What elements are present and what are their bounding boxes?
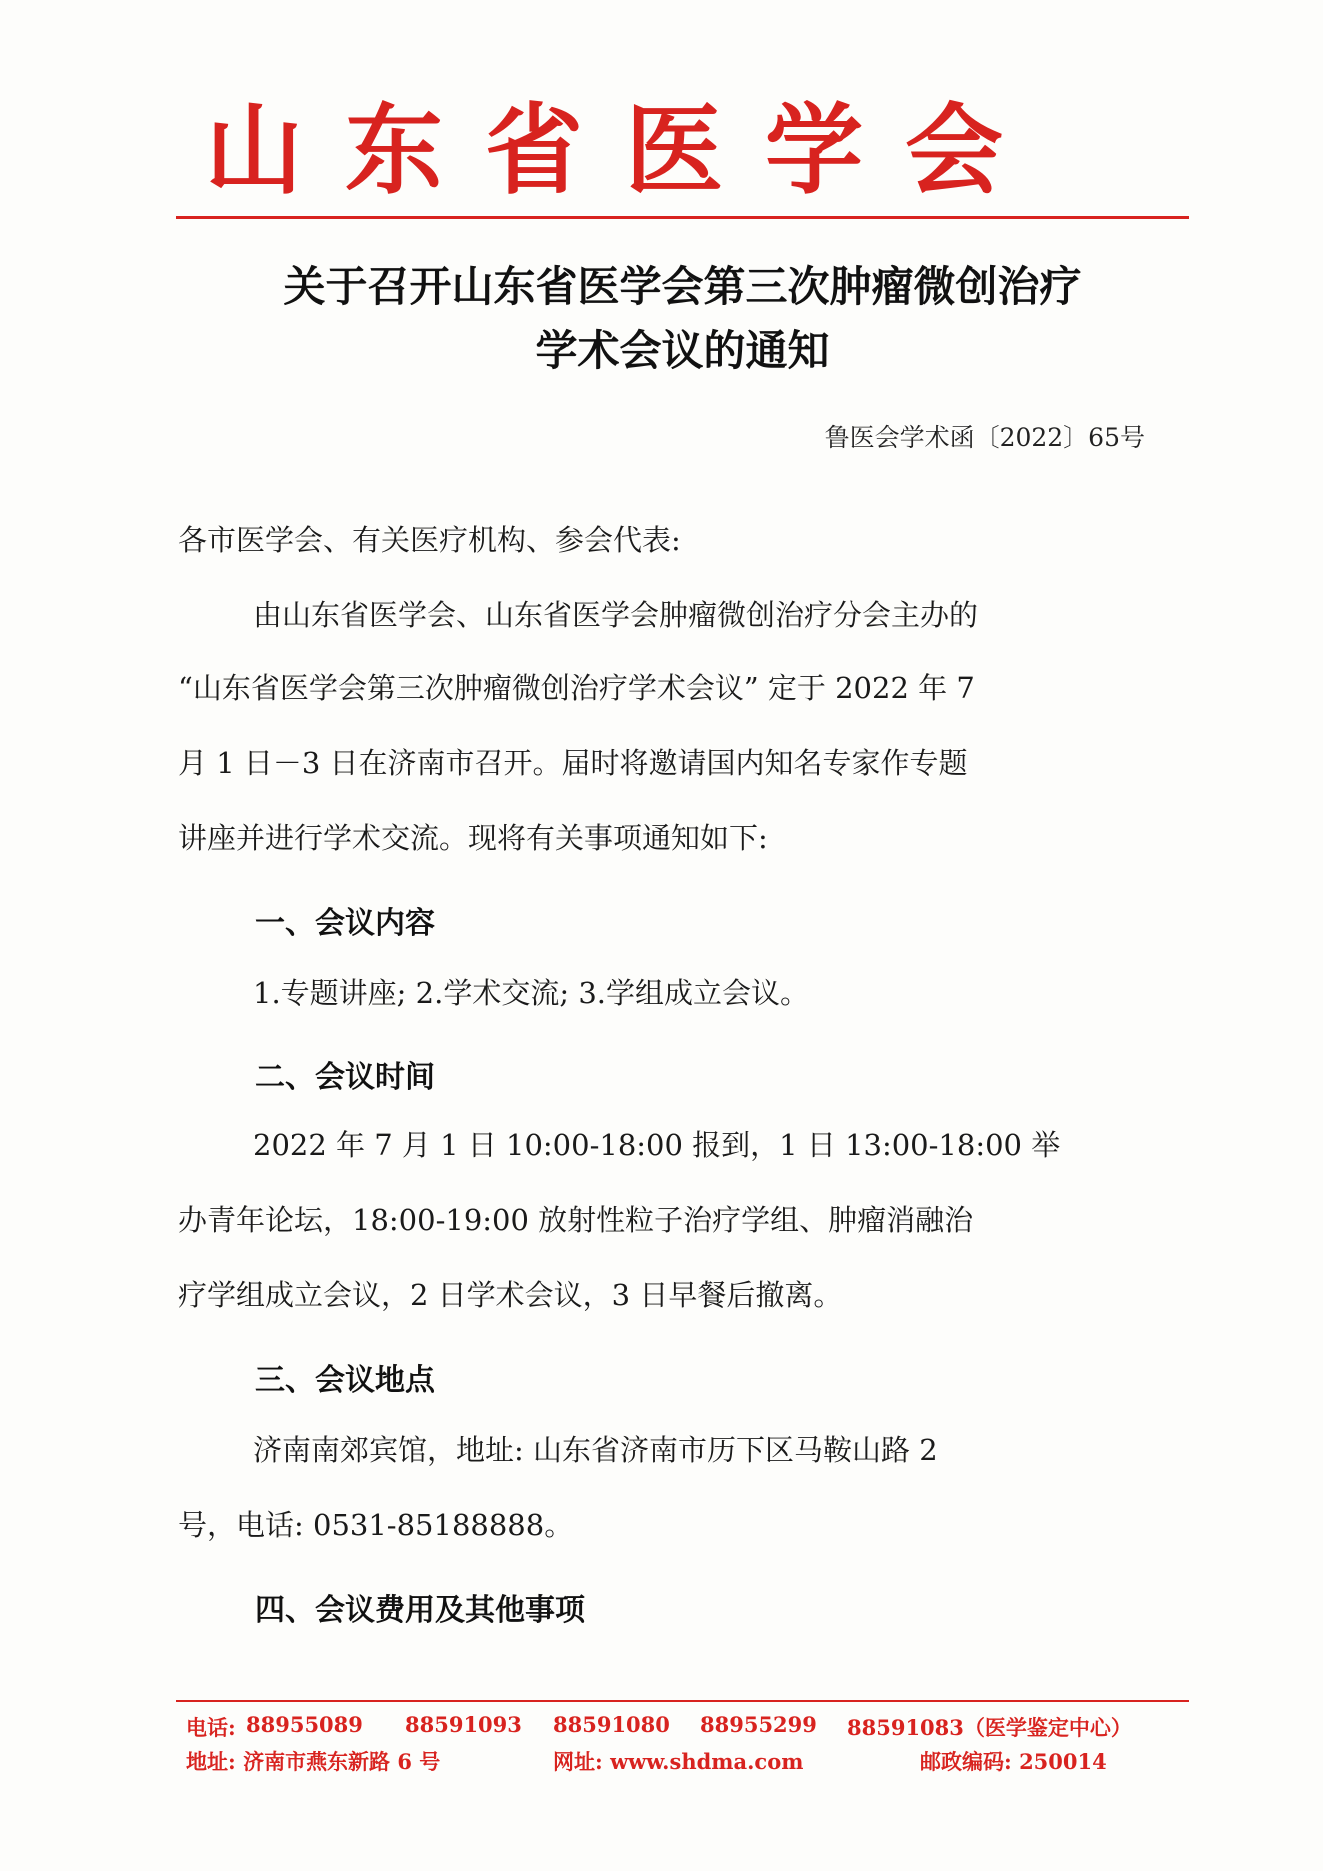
footer-phone-4: 88955299 [700, 1712, 817, 1737]
section-heading-fees: 四、会议费用及其他事项 [255, 1593, 585, 1628]
footer-postcode: 邮政编码: 250014 [920, 1749, 1107, 1774]
footer-phone-2: 88591093 [405, 1712, 522, 1737]
footer-phone-5: 88591083（医学鉴定中心） [847, 1715, 1132, 1740]
letterhead-divider [176, 216, 1189, 219]
section-time-line-2: 办青年论坛，18:00-19:00 放射性粒子治疗学组、肿瘤消融治 [178, 1203, 974, 1237]
document-number: 鲁医会学术函〔2022〕65号 [824, 423, 1145, 452]
section-heading-time: 二、会议时间 [255, 1060, 435, 1095]
section-time-line-1: 2022 年 7 月 1 日 10:00-18:00 报到，1 日 13:00-18:00 举 [253, 1128, 1061, 1162]
section-location-line-1: 济南南郊宾馆，地址: 山东省济南市历下区马鞍山路 2 [253, 1433, 938, 1467]
section-location-line-2: 号，电话: 0531-85188888。 [178, 1508, 574, 1542]
intro-line-4: 讲座并进行学术交流。现将有关事项通知如下: [178, 821, 768, 855]
footer-divider [176, 1700, 1189, 1702]
salutation: 各市医学会、有关医疗机构、参会代表: [178, 523, 681, 557]
document-title-line-2: 学术会议的通知 [535, 326, 830, 375]
footer-address: 地址: 济南市燕东新路 6 号 [186, 1749, 441, 1774]
letterhead-org-name: 山东省医学会 [205, 93, 1046, 208]
document-title-line-1: 关于召开山东省医学会第三次肿瘤微创治疗 [283, 262, 1082, 311]
footer-phone-label: 电话: [186, 1715, 236, 1740]
section-heading-content: 一、会议内容 [255, 906, 435, 941]
section-content-text: 1.专题讲座; 2.学术交流; 3.学组成立会议。 [253, 976, 809, 1010]
section-heading-location: 三、会议地点 [255, 1363, 435, 1398]
footer-website: 网址: www.shdma.com [553, 1749, 804, 1774]
intro-line-2: “山东省医学会第三次肿瘤微创治疗学术会议” 定于 2022 年 7 [178, 671, 975, 705]
section-time-line-3: 疗学组成立会议，2 日学术会议，3 日早餐后撤离。 [178, 1278, 843, 1312]
footer-phone-3: 88591080 [553, 1712, 670, 1737]
intro-line-1: 由山东省医学会、山东省医学会肿瘤微创治疗分会主办的 [253, 598, 979, 632]
footer-phone-1: 88955089 [246, 1712, 363, 1737]
intro-line-3: 月 1 日－3 日在济南市召开。届时将邀请国内知名专家作专题 [178, 746, 968, 780]
